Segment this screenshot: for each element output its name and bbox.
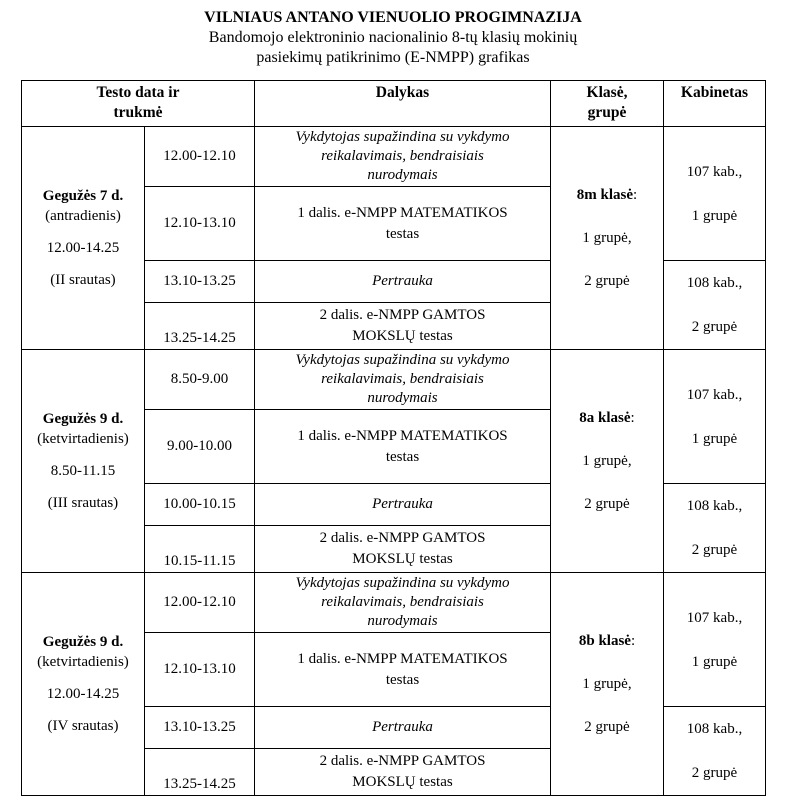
school-name: VILNIAUS ANTANO VIENUOLIO PROGIMNAZIJA xyxy=(204,9,582,26)
test-line: 2 dalis. e-NMPP GAMTOS xyxy=(319,307,486,323)
test-line: MOKSLŲ testas xyxy=(352,774,453,790)
test-line: testas xyxy=(385,448,420,465)
room-group: 2 grupė xyxy=(691,765,738,781)
intro-line: reikalavimais, bendraisiais xyxy=(321,594,484,610)
test-line: 1 dalis. e-NMPP MATEMATIKOS xyxy=(297,204,508,221)
day-time-range: 12.00-14.25 xyxy=(46,686,120,702)
room-number: 108 kab., xyxy=(686,498,743,514)
header-class-line1: Klasė, xyxy=(586,84,628,101)
room-cell-2 xyxy=(664,261,766,350)
intro-line: nurodymais xyxy=(367,167,438,183)
test-part-2 xyxy=(255,526,551,573)
header-subject: Dalykas xyxy=(255,81,551,127)
header-date xyxy=(22,81,255,127)
intro-line: Vykdytojas supažindina su vykdymo xyxy=(295,129,510,145)
schedule-table xyxy=(21,80,766,796)
room-number: 108 kab., xyxy=(686,721,743,737)
class-cell xyxy=(551,573,664,796)
schedule-row xyxy=(22,350,766,410)
class-suffix: : xyxy=(630,633,636,649)
class-cell xyxy=(551,127,664,350)
test-line: 1 dalis. e-NMPP MATEMATIKOS xyxy=(297,650,508,667)
header-class-line2: grupė xyxy=(587,104,627,121)
day-date: Gegužės 9 d. xyxy=(42,634,124,650)
header-date-line2: trukmė xyxy=(113,104,163,121)
schedule-row xyxy=(22,127,766,187)
day-weekday: (ketvirtadienis) xyxy=(37,431,129,447)
class-name: 8m klasė xyxy=(576,187,634,203)
schedule-row xyxy=(22,573,766,633)
day-cell xyxy=(22,127,145,350)
subtitle-line-2: pasiekimų patikrinimo (E-NMPP) grafikas xyxy=(256,49,530,66)
test-part-2 xyxy=(255,749,551,796)
class-suffix: : xyxy=(630,410,635,426)
room-group: 2 grupė xyxy=(691,319,738,335)
room-number: 107 kab., xyxy=(686,386,743,403)
test-part-2 xyxy=(255,303,551,350)
day-stream: (IV srautas) xyxy=(47,718,119,734)
room-cell-1 xyxy=(664,573,766,707)
intro-cell xyxy=(255,573,551,633)
day-date: Gegužės 9 d. xyxy=(42,411,124,427)
group-2: 2 grupė xyxy=(584,273,630,289)
room-group: 1 grupė xyxy=(691,653,738,670)
break-cell: Pertrauka xyxy=(255,261,551,303)
class-name: 8a klasė xyxy=(579,410,631,426)
group-1: 1 grupė, xyxy=(582,230,632,246)
test-line: 1 dalis. e-NMPP MATEMATIKOS xyxy=(297,427,508,444)
time-slot: 13.25-14.25 xyxy=(145,749,255,796)
group-1: 1 grupė, xyxy=(582,453,632,469)
time-slot: 12.00-12.10 xyxy=(145,127,255,187)
intro-line: reikalavimais, bendraisiais xyxy=(321,148,484,164)
subtitle-line-1: Bandomojo elektroninio nacionalinio 8-tų klasių mokinių xyxy=(208,29,578,46)
intro-line: Vykdytojas supažindina su vykdymo xyxy=(295,352,510,368)
intro-line: nurodymais xyxy=(367,613,438,629)
group-2: 2 grupė xyxy=(584,719,630,735)
room-group: 2 grupė xyxy=(691,542,738,558)
day-stream: (III srautas) xyxy=(47,495,119,511)
test-line: 2 dalis. e-NMPP GAMTOS xyxy=(319,753,486,769)
room-cell-1 xyxy=(664,127,766,261)
day-cell xyxy=(22,573,145,796)
document-header xyxy=(0,0,786,68)
test-line: MOKSLŲ testas xyxy=(352,551,453,567)
day-time-range: 12.00-14.25 xyxy=(46,240,120,256)
intro-cell xyxy=(255,127,551,187)
intro-line: nurodymais xyxy=(367,390,438,406)
day-date: Gegužės 7 d. xyxy=(42,188,124,204)
group-2: 2 grupė xyxy=(584,496,630,512)
class-cell xyxy=(551,350,664,573)
time-slot: 9.00-10.00 xyxy=(145,410,255,484)
test-part-1 xyxy=(255,633,551,707)
intro-line: Vykdytojas supažindina su vykdymo xyxy=(295,575,510,591)
group-1: 1 grupė, xyxy=(582,676,632,692)
day-stream: (II srautas) xyxy=(50,272,116,288)
time-slot: 12.00-12.10 xyxy=(145,573,255,633)
room-cell-2 xyxy=(664,707,766,796)
test-line: 2 dalis. e-NMPP GAMTOS xyxy=(319,530,486,546)
intro-line: reikalavimais, bendraisiais xyxy=(321,371,484,387)
time-slot: 13.25-14.25 xyxy=(145,303,255,350)
test-line: MOKSLŲ testas xyxy=(352,328,453,344)
time-slot: 12.10-13.10 xyxy=(145,187,255,261)
room-number: 108 kab., xyxy=(686,275,743,291)
room-group: 1 grupė xyxy=(691,430,738,447)
break-cell: Pertrauka xyxy=(255,707,551,749)
class-name: 8b klasė xyxy=(578,633,631,649)
room-number: 107 kab., xyxy=(686,609,743,626)
header-date-line1: Testo data ir xyxy=(96,84,180,101)
time-slot: 10.15-11.15 xyxy=(145,526,255,573)
header-class xyxy=(551,81,664,127)
time-slot: 12.10-13.10 xyxy=(145,633,255,707)
intro-cell xyxy=(255,350,551,410)
test-part-1 xyxy=(255,187,551,261)
header-row xyxy=(22,81,766,127)
header-room: Kabinetas xyxy=(664,81,766,127)
day-weekday: (ketvirtadienis) xyxy=(37,654,129,670)
room-cell-2 xyxy=(664,484,766,573)
time-slot: 13.10-13.25 xyxy=(145,261,255,303)
day-time-range: 8.50-11.15 xyxy=(50,463,116,479)
time-slot: 8.50-9.00 xyxy=(145,350,255,410)
time-slot: 10.00-10.15 xyxy=(145,484,255,526)
room-cell-1 xyxy=(664,350,766,484)
time-slot: 13.10-13.25 xyxy=(145,707,255,749)
class-suffix: : xyxy=(633,187,638,203)
test-part-1 xyxy=(255,410,551,484)
day-cell xyxy=(22,350,145,573)
room-number: 107 kab., xyxy=(686,163,743,180)
test-line: testas xyxy=(385,671,420,688)
day-weekday: (antradienis) xyxy=(45,208,121,224)
test-line: testas xyxy=(385,225,420,242)
break-cell: Pertrauka xyxy=(255,484,551,526)
room-group: 1 grupė xyxy=(691,207,738,224)
